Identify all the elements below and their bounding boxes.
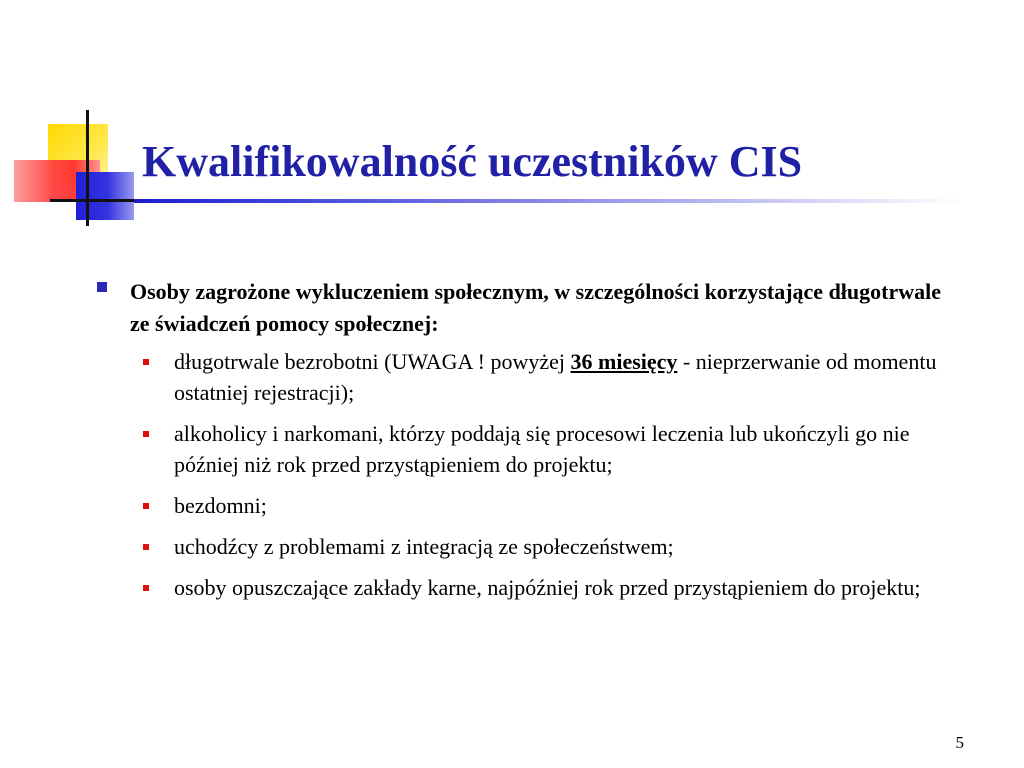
title-underline-rule: [134, 199, 964, 203]
slide-title: Kwalifikowalność uczestników CIS: [142, 137, 803, 186]
small-square-bullet-icon: [143, 585, 149, 591]
main-bullet-point: [94, 276, 944, 340]
small-square-bullet-icon: [143, 431, 149, 437]
decorative-blue-square: [76, 172, 134, 220]
decorative-horizontal-line: [50, 199, 142, 202]
decorative-vertical-line: [86, 110, 89, 226]
sub-bullet-text: osoby opuszczające zakłady karne, najpóźniej rok przed przystąpieniem do projektu;: [174, 575, 921, 600]
sub-bullet-item: [94, 346, 944, 408]
sub-bullet-text: uchodźcy z problemami z integracją ze społeczeństwem;: [174, 534, 674, 559]
square-bullet-icon: [97, 282, 107, 292]
small-square-bullet-icon: [143, 359, 149, 365]
sub-bullet-text-after: - nieprzerwanie od momentu ostatniej rejestracji);: [174, 349, 937, 405]
sub-bullet-item: [94, 490, 944, 521]
sub-bullet-text: alkoholicy i narkomani, którzy poddają się procesowi leczenia lub ukończyli go nie później niż rok przed przystąpieniem do projektu;: [174, 421, 910, 477]
sub-bullet-text-before: długotrwale bezrobotni (UWAGA ! powyżej: [174, 349, 571, 374]
sub-bullet-item: [94, 572, 944, 603]
page-number: 5: [955, 733, 964, 752]
small-square-bullet-icon: [143, 503, 149, 509]
main-bullet-text: Osoby zagrożone wykluczeniem społecznym, w szczególności korzystające długotrwale ze świadczeń pomocy społecznej:: [130, 279, 942, 336]
sub-bullet-item: [94, 531, 944, 562]
slide-content: [94, 276, 944, 613]
sub-bullet-emphasis: 36 miesięcy: [570, 349, 678, 374]
small-square-bullet-icon: [143, 544, 149, 550]
sub-bullet-item: [94, 418, 944, 480]
sub-bullet-text: bezdomni;: [174, 493, 267, 518]
sub-bullet-list: [94, 346, 944, 603]
